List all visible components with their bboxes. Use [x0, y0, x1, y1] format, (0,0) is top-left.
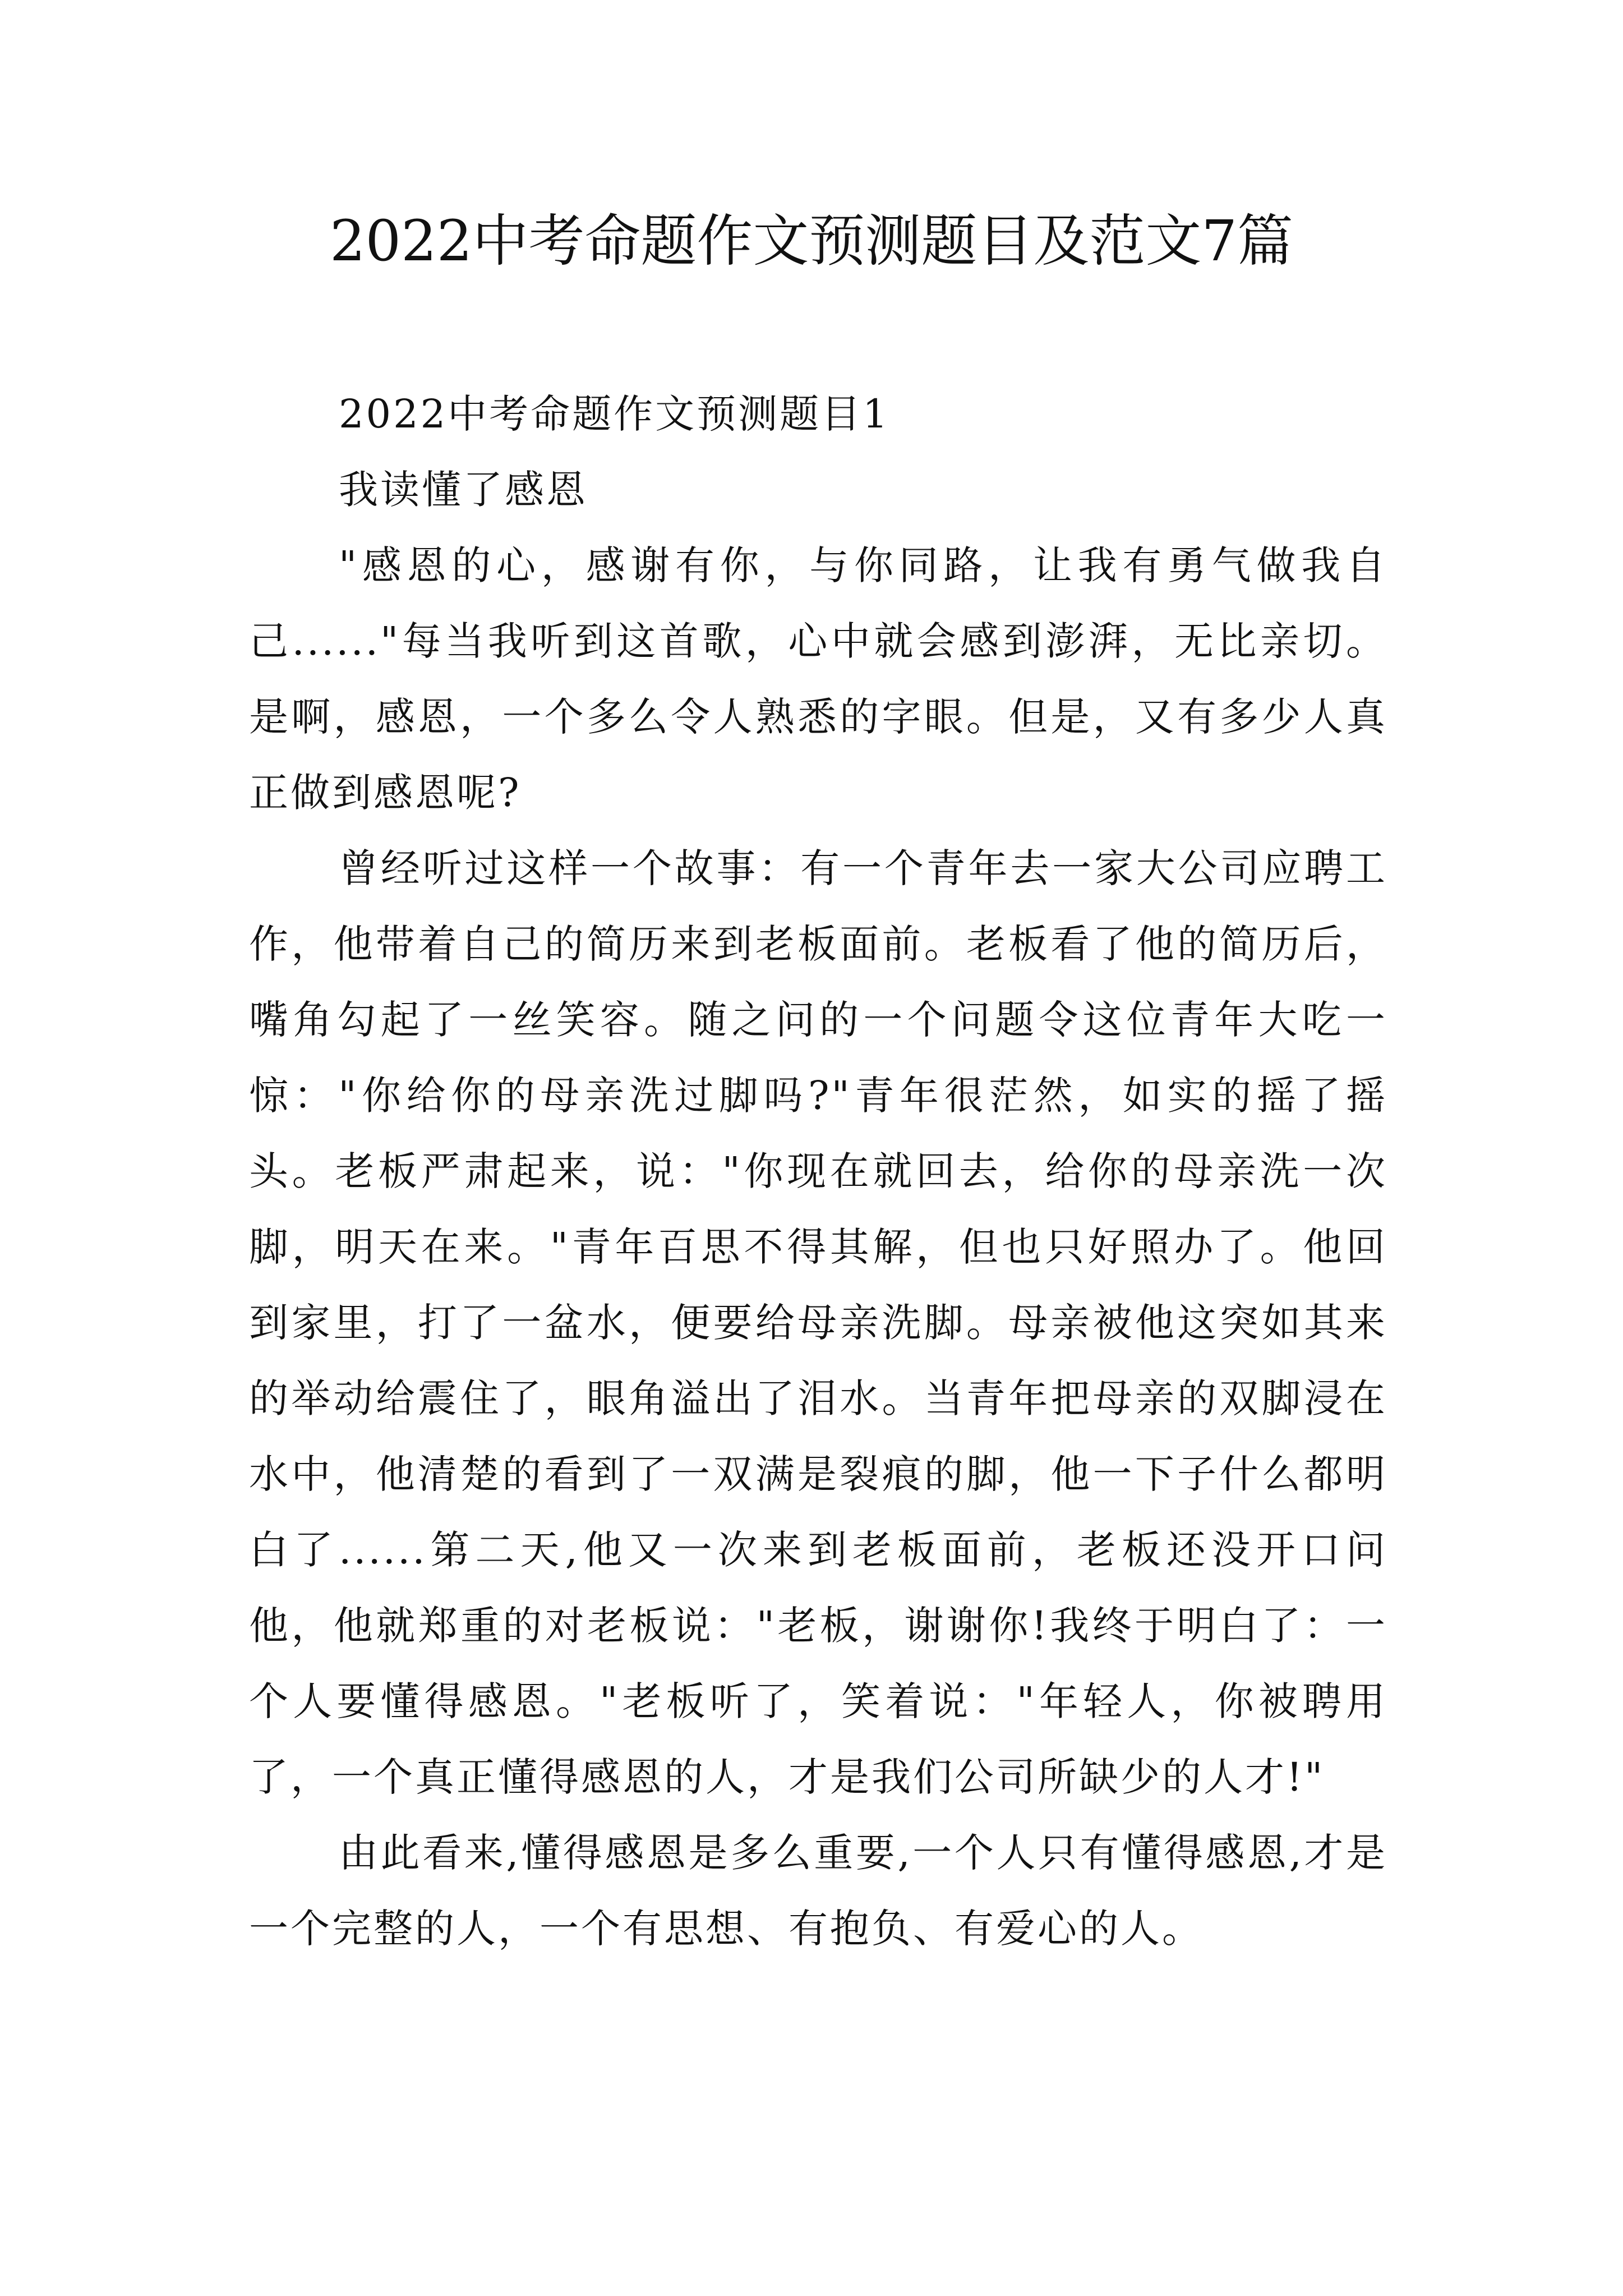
paragraph: "感恩的心，感谢有你，与你同路，让我有勇气做我自己......"每当我听到这首歌，心中就会感到澎湃，无比亲切。是啊，感恩，一个多么令人熟悉的字眼。但是，又有多少人真正做到感恩呢? [249, 542, 1387, 816]
document-title: 2022中考命题作文预测题目及范文7篇 [329, 208, 1294, 274]
essay-title: 我读懂了感恩 [339, 467, 588, 513]
section-heading: 2022中考命题作文预测题目1 [339, 391, 890, 437]
paragraph: 由此看来,懂得感恩是多么重要,一个人只有懂得感恩,才是一个完整的人，一个有思想、有抱负、有爱心的人。 [249, 1830, 1387, 1952]
paragraph: 曾经听过这样一个故事：有一个青年去一家大公司应聘工作，他带着自己的简历来到老板面前。老板看了他的简历后，嘴角勾起了一丝笑容。随之问的一个问题令这位青年大吃一惊："你给你的母亲洗过脚吗?"青年很茫然，如实的摇了摇头。老板严肃起来，说："你现在就回去，给你的母亲洗一次脚，明天在来。"青年百思不得其解，但也只好照办了。他回到家里，打了一盆水，便要给母亲洗脚。母亲被他这突如其来的举动给震住了，眼角溢出了泪水。当青年把母亲的双脚浸在水中，他清楚的看到了一双满是裂痕的脚，他一下子什么都明白了......第二天,他又一次来到老板面前，老板还没开口问他，他就郑重的对老板说："老板，谢谢你!我终于明白了：一个人要懂得感恩。"老板听了，笑着说："年轻人，你被聘用了，一个真正懂得感恩的人，才是我们公司所缺少的人才!" [249, 845, 1387, 1800]
document-body [249, 376, 1387, 1967]
